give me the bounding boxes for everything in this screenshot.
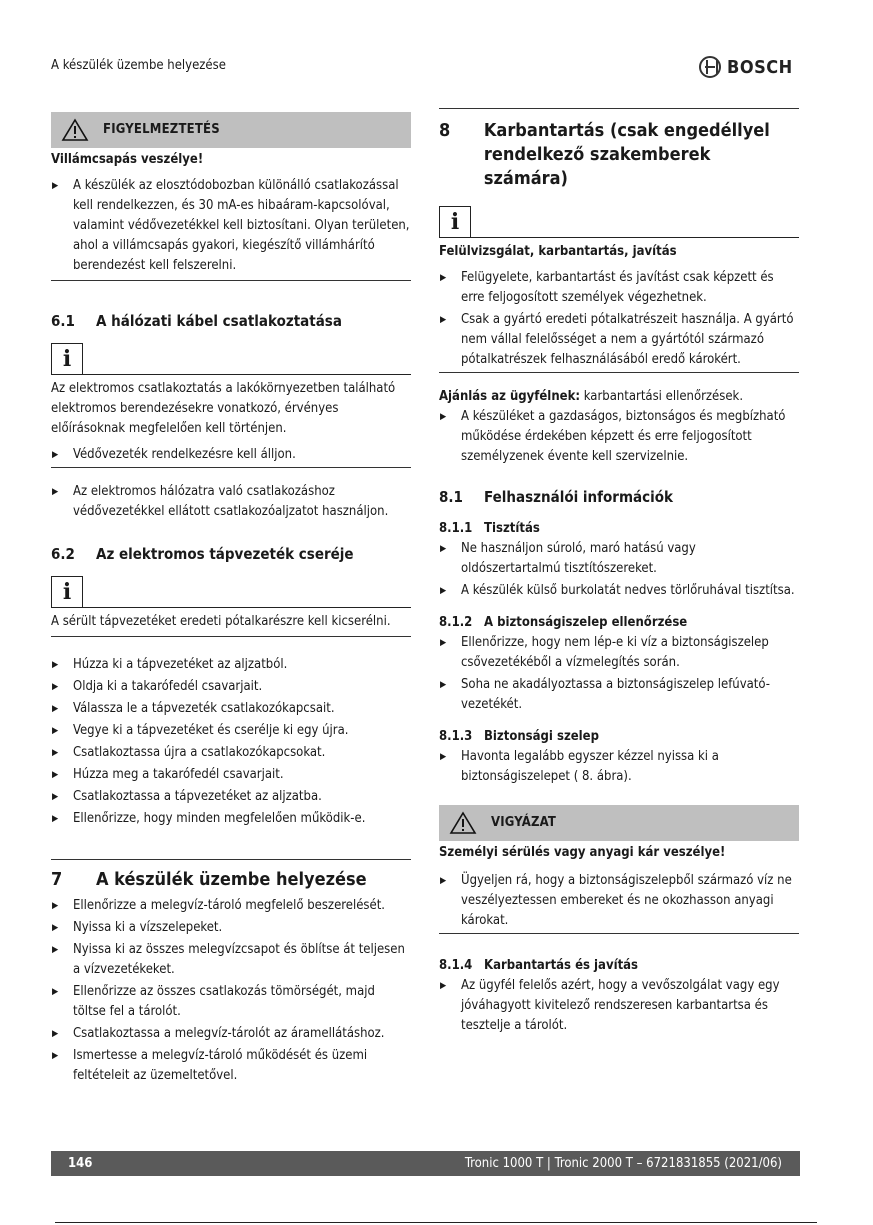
section-number: 8.1 bbox=[439, 488, 463, 506]
list-item: ▶ Nyissa ki az összes melegvízcsapot és öblítse át teljesen a vízvezetékeket. bbox=[51, 940, 411, 980]
page-number: 146 bbox=[68, 1156, 93, 1171]
section-number: 8 bbox=[439, 120, 451, 141]
section-8-1-3-heading: 8.1.3 Biztonsági szelep bbox=[439, 729, 599, 744]
warning-title: Villámcsapás veszélye! bbox=[51, 152, 204, 167]
document-reference: Tronic 1000 T | Tronic 2000 T – 6721831855 (2021/06) bbox=[464, 1156, 782, 1171]
right-column bbox=[439, 108, 799, 1038]
list-item: ▶ Válassza le a tápvezeték csatlakozókapcsait. bbox=[51, 699, 411, 719]
list-item: ▶ Ügyeljen rá, hogy a biztonságiszelepből származó víz ne veszélyeztessen embereket és ne okozhasson anyagi károkat. bbox=[439, 871, 799, 931]
list-item: ▶ Soha ne akadályoztassa a biztonságiszelep lefúvató-vezetékét. bbox=[439, 675, 799, 715]
section-8-heading bbox=[439, 119, 799, 191]
section-8-1-4-heading: 8.1.4 Karbantartás és javítás bbox=[439, 958, 639, 973]
list-item: ▶ Védővezeték rendelkezésre kell álljon. bbox=[51, 445, 411, 465]
info-icon: i bbox=[51, 576, 83, 608]
list-item: ▶ Ellenőrizze az összes csatlakozás tömörségét, majd töltse fel a tárolót. bbox=[51, 982, 411, 1022]
list-item: ▶ Nyissa ki a vízszelepeket. bbox=[51, 918, 411, 938]
list-item: ▶ Ne használjon súroló, maró hatású vagy oldószertartalmú tisztítószereket. bbox=[439, 539, 799, 579]
section-7-list bbox=[51, 896, 411, 1086]
caution-banner bbox=[439, 805, 799, 841]
info-box bbox=[439, 206, 799, 238]
list-item: ▶ Havonta legalább egyszer kézzel nyissa ki a biztonságiszelepet ( 8. ábra). bbox=[439, 747, 799, 787]
section-7-heading bbox=[51, 868, 411, 892]
list-item: ▶ A készüléket a gazdaságos, biztonságos és megbízható működése érdekében képzett és erre feljogosított személyzenek évente kell szervizelnie. bbox=[439, 407, 799, 467]
brand-name: BOSCH bbox=[727, 56, 793, 78]
list-item: ▶ Ellenőrizze, hogy nem lép-e ki víz a biztonságiszelep csővezetékéből a vízmelegítés során. bbox=[439, 633, 799, 673]
list-item: ▶ Húzza ki a tápvezetéket az aljzatból. bbox=[51, 655, 411, 675]
page-footer bbox=[51, 1151, 800, 1176]
section-8-1-2-list bbox=[439, 633, 799, 715]
section-8-1-3-list bbox=[439, 747, 799, 787]
section-title: Az elektromos tápvezeték cseréje bbox=[96, 545, 354, 563]
recommendation-list bbox=[439, 407, 799, 467]
list-item: ▶ Vegye ki a tápvezetéket és cserélje ki egy újra. bbox=[51, 721, 411, 741]
list-item: ▶ Csatlakoztassa a melegvíz-tárolót az áramellátáshoz. bbox=[51, 1024, 411, 1044]
list-item: ▶ Ismertesse a melegvíz-tároló működését és üzemi feltételeit az üzemeltetővel. bbox=[51, 1046, 411, 1086]
warning-triangle-icon bbox=[61, 118, 89, 142]
list-item: ▶ A készülék külső burkolatát nedves törlőruhával tisztítsa. bbox=[439, 581, 799, 601]
bosch-logo bbox=[699, 56, 793, 78]
list-item: ▶ Csatlakoztassa újra a csatlakozókapcsokat. bbox=[51, 743, 411, 763]
running-header: A készülék üzembe helyezése bbox=[51, 58, 226, 73]
section-title: Felhasználói információk bbox=[484, 488, 673, 506]
info-text: A sérült tápvezetéket eredeti pótalkarészre kell kicserélni. bbox=[51, 614, 391, 629]
section-8-1-1-heading: 8.1.1 Tisztítás bbox=[439, 521, 540, 536]
info-title: Felülvizsgálat, karbantartás, javítás bbox=[439, 244, 677, 259]
recommendation: Ajánlás az ügyfélnek: karbantartási ellenőrzések. bbox=[439, 389, 744, 404]
section-number: 6.1 bbox=[51, 312, 75, 330]
list-item: ▶ Az ügyfél felelős azért, hogy a vevőszolgálat vagy egy jóváhagyott kivitelező rendszeresen karbantartsa és tesztelje a tárolót. bbox=[439, 976, 799, 1036]
warning-triangle-icon bbox=[449, 811, 477, 835]
section-title: A hálózati kábel csatlakoztatása bbox=[96, 312, 342, 330]
caution-title: Személyi sérülés vagy anyagi kár veszélye! bbox=[439, 845, 726, 860]
list-item: ▶ Csatlakoztassa a tápvezetéket az aljzatba. bbox=[51, 787, 411, 807]
section-title: Karbantartás (csak engedéllyel rendelkező szakemberek számára) bbox=[483, 120, 770, 189]
list-item: ▶ Húzza meg a takarófedél csavarjait. bbox=[51, 765, 411, 785]
info-text: Az elektromos csatlakoztatás a lakókörnyezetben található elektromos berendezésekre vonatkozó, érvényes előírásoknak megfelelően kell történjen. bbox=[51, 381, 396, 436]
section-8-1-4-list bbox=[439, 976, 799, 1036]
section-6-1-list bbox=[51, 482, 411, 522]
list-item: ▶ Ellenőrizze, hogy minden megfelelően működik-e. bbox=[51, 809, 411, 829]
section-6-2-heading bbox=[51, 544, 411, 564]
info-icon: i bbox=[439, 206, 471, 238]
info-box bbox=[51, 576, 411, 608]
warning-list bbox=[51, 176, 411, 276]
info-list bbox=[51, 445, 411, 465]
section-title: A készülék üzembe helyezése bbox=[96, 869, 367, 890]
section-8-1-heading bbox=[439, 487, 799, 507]
warning-label: FIGYELMEZTETÉS bbox=[103, 122, 220, 137]
left-column bbox=[51, 108, 411, 1088]
section-number: 7 bbox=[51, 869, 63, 890]
list-item: ▶ Csak a gyártó eredeti pótalkatrészeit használja. A gyártó nem vállal felelősséget a nem a gyártótól származó pótalkatrészek felhasználásából eredő károkért. bbox=[439, 310, 799, 370]
bottom-rule bbox=[55, 1222, 817, 1223]
warning-banner bbox=[51, 112, 411, 148]
bosch-armature-icon bbox=[699, 56, 721, 78]
section-number: 6.2 bbox=[51, 545, 75, 563]
info-icon: i bbox=[51, 343, 83, 375]
info-list bbox=[439, 268, 799, 370]
section-8-1-2-heading: 8.1.2 A biztonságiszelep ellenőrzése bbox=[439, 615, 688, 630]
list-item: ▶ Ellenőrizze a melegvíz-tároló megfelelő beszerelését. bbox=[51, 896, 411, 916]
section-8-1-1-list bbox=[439, 539, 799, 601]
list-item: ▶ A készülék az elosztódobozban különálló csatlakozással kell rendelkezzen, és 30 mA-es hibaáram-kapcsolóval, valamint védővezetékkel kell biztosítani. Olyan területen, ahol a villámcsapás gyakori, kiegészítő villámhárító berendezést kell felszerelni. bbox=[51, 176, 411, 276]
caution-label: VIGYÁZAT bbox=[491, 815, 557, 830]
list-item: ▶ Oldja ki a takarófedél csavarjait. bbox=[51, 677, 411, 697]
section-6-2-list bbox=[51, 655, 411, 829]
caution-list bbox=[439, 871, 799, 931]
list-item: ▶ Az elektromos hálózatra való csatlakozáshoz védővezetékkel ellátott csatlakozóaljzatot használjon. bbox=[51, 482, 411, 522]
list-item: ▶ Felügyelete, karbantartást és javítást csak képzett és erre feljogosított személyek végezhetnek. bbox=[439, 268, 799, 308]
info-box bbox=[51, 343, 411, 375]
section-6-1-heading bbox=[51, 311, 411, 331]
